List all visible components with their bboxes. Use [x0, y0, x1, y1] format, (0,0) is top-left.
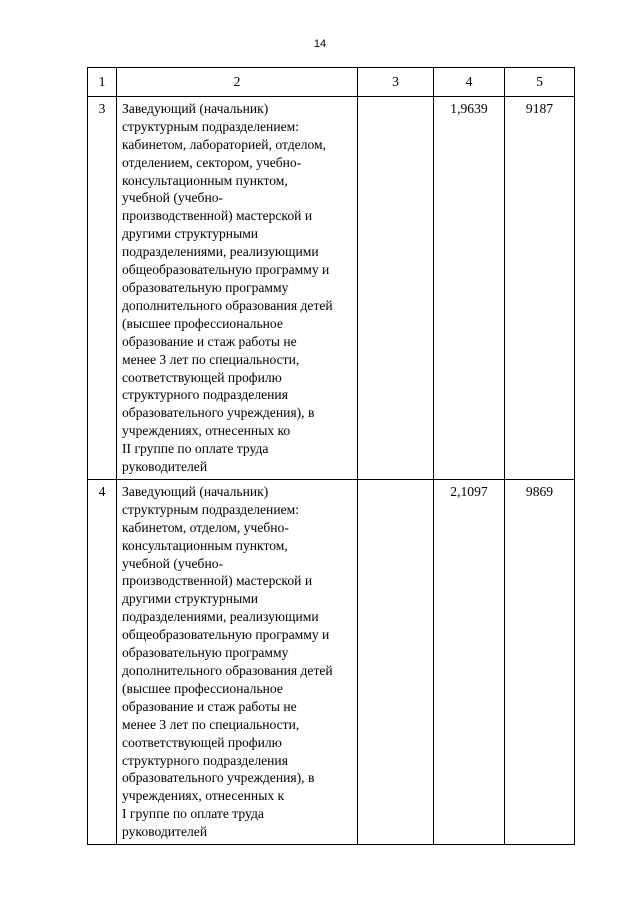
- empty-cell: [358, 479, 434, 844]
- page-number: 14: [313, 38, 327, 50]
- position-description: Заведующий (начальник) структурным подразделением: кабинетом, отделом, учебно- консультационным пунктом, учебной (учебно- производственной) мастерской и другими структурными подразделениями, реализующими общеобразовательную программу и образовательную программу дополнительного образования детей (высшее профессиональное образование и стаж работы не менее 3 лет по специальности, соответствующей профилю структурного подразделения образовательного учреждения), в учреждениях, отнесенных к I группе по оплате труда руководителей: [117, 479, 358, 844]
- row-number: 3: [88, 96, 117, 479]
- header-cell-4: 4: [434, 68, 505, 97]
- table-row: [88, 96, 575, 479]
- header-cell-5: 5: [505, 68, 575, 97]
- table-row: [88, 479, 575, 844]
- empty-cell: [358, 96, 434, 479]
- coefficient-cell: 1,9639: [434, 96, 505, 479]
- row-number: 4: [88, 479, 117, 844]
- table-header-row: [88, 68, 575, 97]
- coefficient-cell: 2,1097: [434, 479, 505, 844]
- header-cell-1: 1: [88, 68, 117, 97]
- salary-cell: 9187: [505, 96, 575, 479]
- salary-cell: 9869: [505, 479, 575, 844]
- position-description: Заведующий (начальник) структурным подразделением: кабинетом, лабораторией, отделом, отделением, сектором, учебно- консультационным пунктом, учебной (учебно- производственной) мастерской и другими структурными подразделениями, реализующими общеобразовательную программу и образовательную программу дополнительного образования детей (высшее профессиональное образование и стаж работы не менее 3 лет по специальности, соответствующей профилю структурного подразделения образовательного учреждения), в учреждениях, отнесенных ко II группе по оплате труда руководителей: [117, 96, 358, 479]
- header-cell-2: 2: [117, 68, 358, 97]
- salary-table: [87, 67, 575, 845]
- header-cell-3: 3: [358, 68, 434, 97]
